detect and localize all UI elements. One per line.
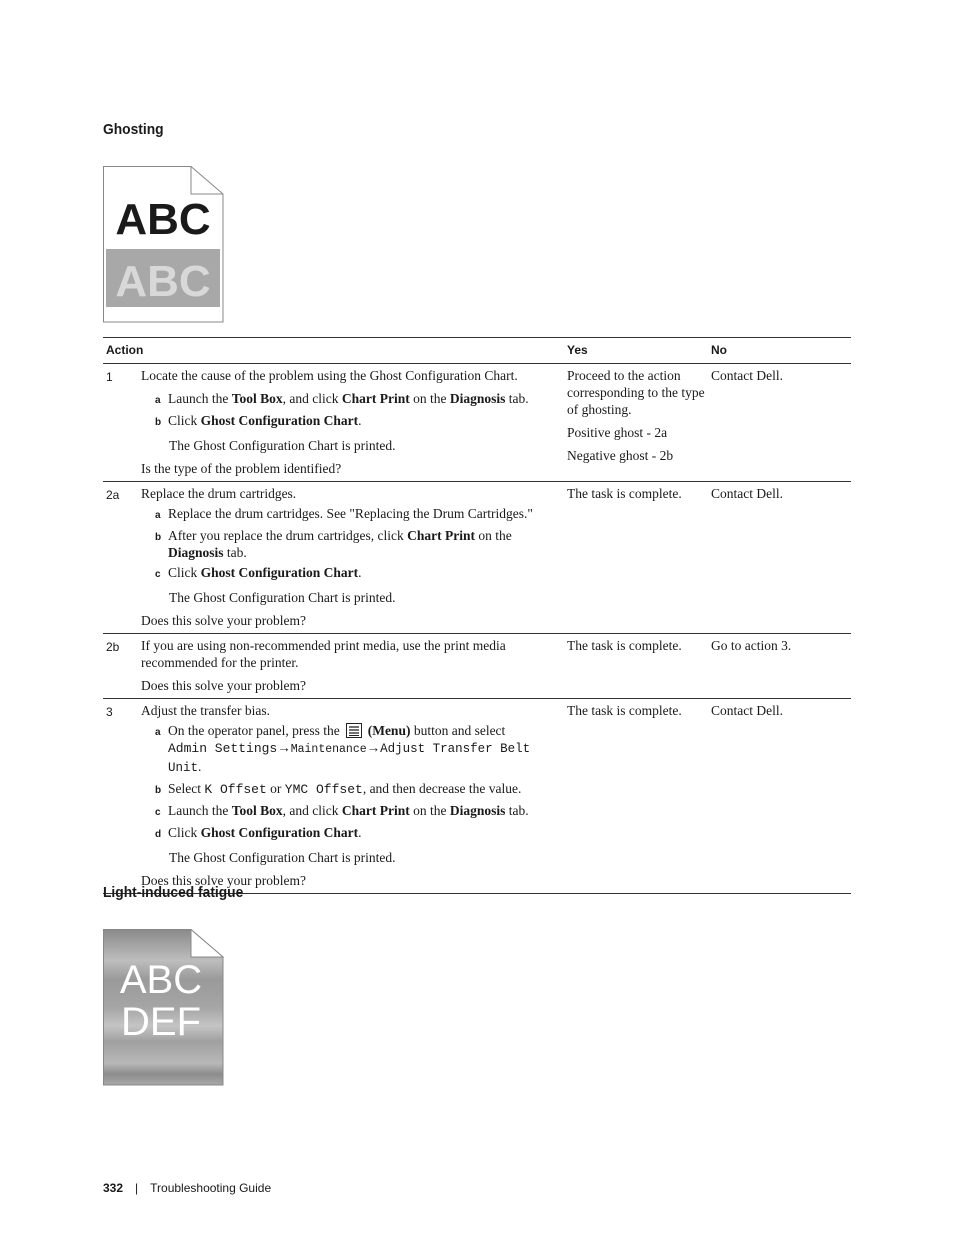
yes-text: Negative ghost - 2b <box>567 448 674 463</box>
action-step: d Click Ghost Configuration Chart. <box>141 824 561 843</box>
menu-icon <box>346 723 362 738</box>
action-question: Does this solve your problem? <box>141 873 306 888</box>
yes-cell: The task is complete. <box>564 634 708 699</box>
action-intro: Adjust the transfer bias. <box>141 703 270 718</box>
section-heading-ghosting: Ghosting <box>103 121 164 138</box>
row-number: 2b <box>103 634 138 699</box>
illustration-text-abc: ABC <box>119 958 203 1002</box>
step-letter: a <box>155 510 161 521</box>
page-number: 332 <box>103 1181 124 1195</box>
action-step: b Select K Offset or YMC Offset, and then decrease the value. <box>155 781 522 797</box>
action-step: a Replace the drum cartridges. See "Replacing the Drum Cartridges." <box>141 505 561 524</box>
troubleshooting-table <box>103 337 851 894</box>
table-row <box>103 482 851 634</box>
row-number: 1 <box>103 364 138 482</box>
step-letter: c <box>155 807 161 818</box>
action-question: Does this solve your problem? <box>141 613 306 628</box>
action-step: b After you replace the drum cartridges, click Chart Print on the Diagnosis tab. <box>155 528 512 560</box>
step-letter: b <box>155 532 162 543</box>
yes-cell: The task is complete. <box>564 699 708 894</box>
light-fatigue-illustration <box>103 929 224 1086</box>
step-letter: d <box>155 829 162 840</box>
no-cell: Contact Dell. <box>708 482 851 634</box>
header-yes: Yes <box>564 338 708 364</box>
action-step: c Launch the Tool Box, and click Chart Print on the Diagnosis tab. <box>141 802 561 821</box>
step-letter: a <box>155 395 161 406</box>
table-row <box>103 364 851 482</box>
illustration-text-def: DEF <box>121 1000 201 1044</box>
step-letter: b <box>155 417 162 428</box>
yes-text: Proceed to the action corresponding to the type of ghosting. <box>567 368 705 417</box>
row-number: 2a <box>103 482 138 634</box>
table-row <box>103 634 851 699</box>
step-letter: b <box>155 785 162 796</box>
yes-text: Positive ghost - 2a <box>567 425 668 440</box>
action-intro: If you are using non-recommended print media, use the print media recommended for the printer. <box>141 638 506 670</box>
action-note: The Ghost Configuration Chart is printed. <box>169 438 396 453</box>
step-letter: c <box>155 569 161 580</box>
action-question: Does this solve your problem? <box>141 678 306 693</box>
action-note: The Ghost Configuration Chart is printed. <box>169 850 396 865</box>
action-cell <box>138 699 564 894</box>
action-step: a Launch the Tool Box, and click Chart Print on the Diagnosis tab. <box>141 390 561 409</box>
action-note: The Ghost Configuration Chart is printed. <box>169 590 396 605</box>
action-cell <box>138 482 564 634</box>
action-intro: Locate the cause of the problem using the Ghost Configuration Chart. <box>141 368 518 383</box>
no-cell: Contact Dell. <box>708 364 851 482</box>
header-no: No <box>708 338 851 364</box>
header-action: Action <box>103 338 564 364</box>
footer-separator: | <box>135 1181 139 1195</box>
section-heading-light-induced-fatigue: Light-induced fatigue <box>103 884 244 901</box>
table-row <box>103 699 851 894</box>
step-letter: a <box>155 727 161 738</box>
action-intro: Replace the drum cartridges. <box>141 486 297 501</box>
ghosting-illustration <box>103 166 224 323</box>
row-number: 3 <box>103 699 138 894</box>
illustration-text-abc: ABC <box>115 195 211 244</box>
illustration-ghost-text-abc: ABC <box>115 257 211 306</box>
page-footer <box>103 1181 271 1195</box>
action-step: b Click Ghost Configuration Chart. <box>141 412 561 431</box>
action-step: a On the operator panel, press the (Menu) button and select Admin Settings→Maintenance→Adjust Transfer Belt Unit. <box>155 723 531 775</box>
no-cell: Contact Dell. <box>708 699 851 894</box>
yes-cell: The task is complete. <box>564 482 708 634</box>
no-cell: Go to action 3. <box>708 634 851 699</box>
action-cell <box>138 634 564 699</box>
footer-title: Troubleshooting Guide <box>150 1181 272 1195</box>
yes-cell <box>564 364 708 482</box>
action-cell <box>138 364 564 482</box>
table-header-row <box>103 338 851 364</box>
action-question: Is the type of the problem identified? <box>141 461 342 476</box>
action-step: c Click Ghost Configuration Chart. <box>141 564 561 583</box>
